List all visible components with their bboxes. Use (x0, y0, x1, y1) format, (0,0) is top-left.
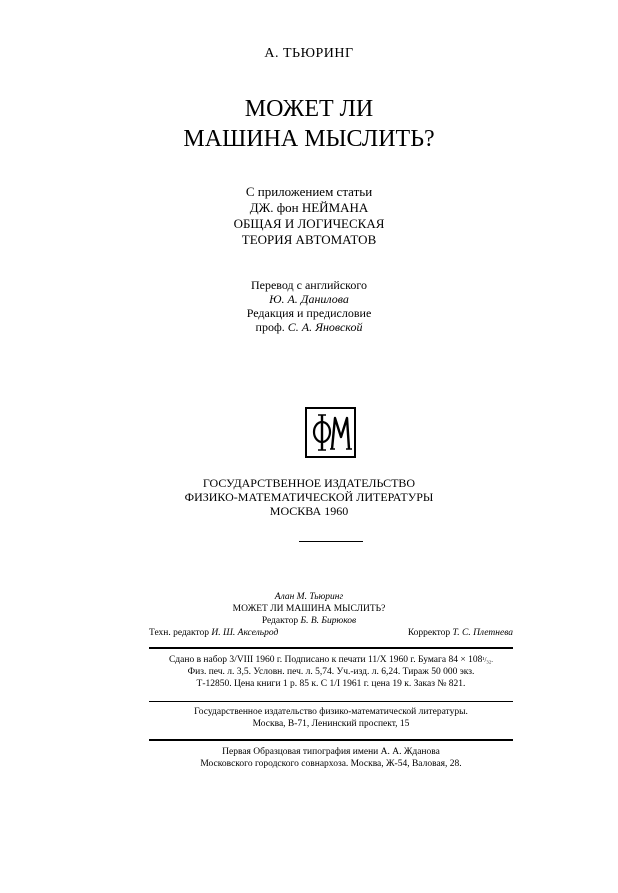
publisher-block (0, 476, 618, 518)
publisher-address (149, 706, 513, 730)
tech-editor-name: И. Ш. Аксельрод (211, 628, 279, 638)
book-title-line-2: МАШИНА МЫСЛИТЬ? (183, 126, 435, 152)
printer-line-2: Московского городского совнархоза. Москва, Ж-54, Валовая, 28. (200, 759, 462, 769)
publisher-address-line-2: Москва, В-71, Ленинский проспект, 15 (252, 719, 410, 729)
publisher-monogram-icon (305, 407, 356, 458)
appendix-intro: С приложением статьи (245, 184, 373, 199)
editor-name: С. А. Яновской (287, 320, 363, 334)
printer-info (149, 746, 513, 770)
colophon-editor-name: Б. В. Бирюков (300, 616, 357, 626)
appendix-title-line-1: ОБЩАЯ И ЛОГИЧЕСКАЯ (233, 216, 385, 231)
editor-prefix: проф. (255, 320, 285, 334)
colophon-block (0, 591, 618, 627)
book-title (0, 94, 618, 154)
edit-label: Редакция и предисловие (246, 306, 372, 320)
divider-thin (149, 701, 513, 702)
editor-line (0, 320, 618, 334)
paper-fraction: ¹/₃₂. (482, 656, 494, 664)
corrector-label: Корректор (407, 628, 451, 638)
publisher-line-1: ГОСУДАРСТВЕННОЕ ИЗДАТЕЛЬСТВО (202, 476, 416, 490)
divider-thick-2 (149, 739, 513, 741)
printing-line-2: Физ. печ. л. 3,5. Условн. печ. л. 5,74. Уч.-изд. л. 6,24. Тираж 50 000 экз. (187, 667, 475, 677)
book-title-line-1: МОЖЕТ ЛИ (244, 96, 374, 122)
book-author: А. ТЬЮРИНГ (264, 46, 354, 61)
tech-editor (149, 627, 278, 639)
corrector-name: Т. С. Плетнева (452, 628, 513, 638)
publisher-line-2: ФИЗИКО-МАТЕМАТИЧЕСКОЙ ЛИТЕРАТУРЫ (184, 490, 434, 504)
translation-block (0, 278, 618, 334)
colophon-editor (0, 615, 618, 627)
appendix-author: ДЖ. фон НЕЙМАНА (249, 200, 369, 215)
printing-line-3: Т-12850. Цена книги 1 р. 85 к. С 1/I 1961 г. цена 19 к. Заказ № 821. (196, 679, 466, 689)
publisher-city-year: МОСКВА 1960 (269, 504, 349, 518)
translator-name: Ю. А. Данилова (269, 292, 349, 306)
colophon-title: МОЖЕТ ЛИ МАШИНА МЫСЛИТЬ? (232, 604, 386, 614)
publisher-address-line-1: Государственное издательство физико-математической литературы. (194, 707, 468, 717)
corrector (408, 627, 513, 639)
translation-label: Перевод с английского (250, 278, 368, 292)
appendix-title-line-2: ТЕОРИЯ АВТОМАТОВ (241, 232, 377, 247)
divider-short (299, 541, 363, 542)
colophon-editor-label: Редактор (261, 616, 299, 626)
appendix-block (0, 184, 618, 248)
colophon-author: Алан М. Тьюринг (274, 592, 344, 602)
printing-line-1: Сдано в набор 3/VIII 1960 г. Подписано к печати 11/X 1960 г. Бумага 84 × 108¹/₃₂. (168, 655, 494, 665)
tech-editor-label: Техн. редактор (149, 628, 210, 638)
printer-line-1: Первая Образцовая типография имени А. А. Жданова (222, 747, 440, 757)
printing-details (149, 654, 513, 690)
divider-thick-1 (149, 647, 513, 649)
